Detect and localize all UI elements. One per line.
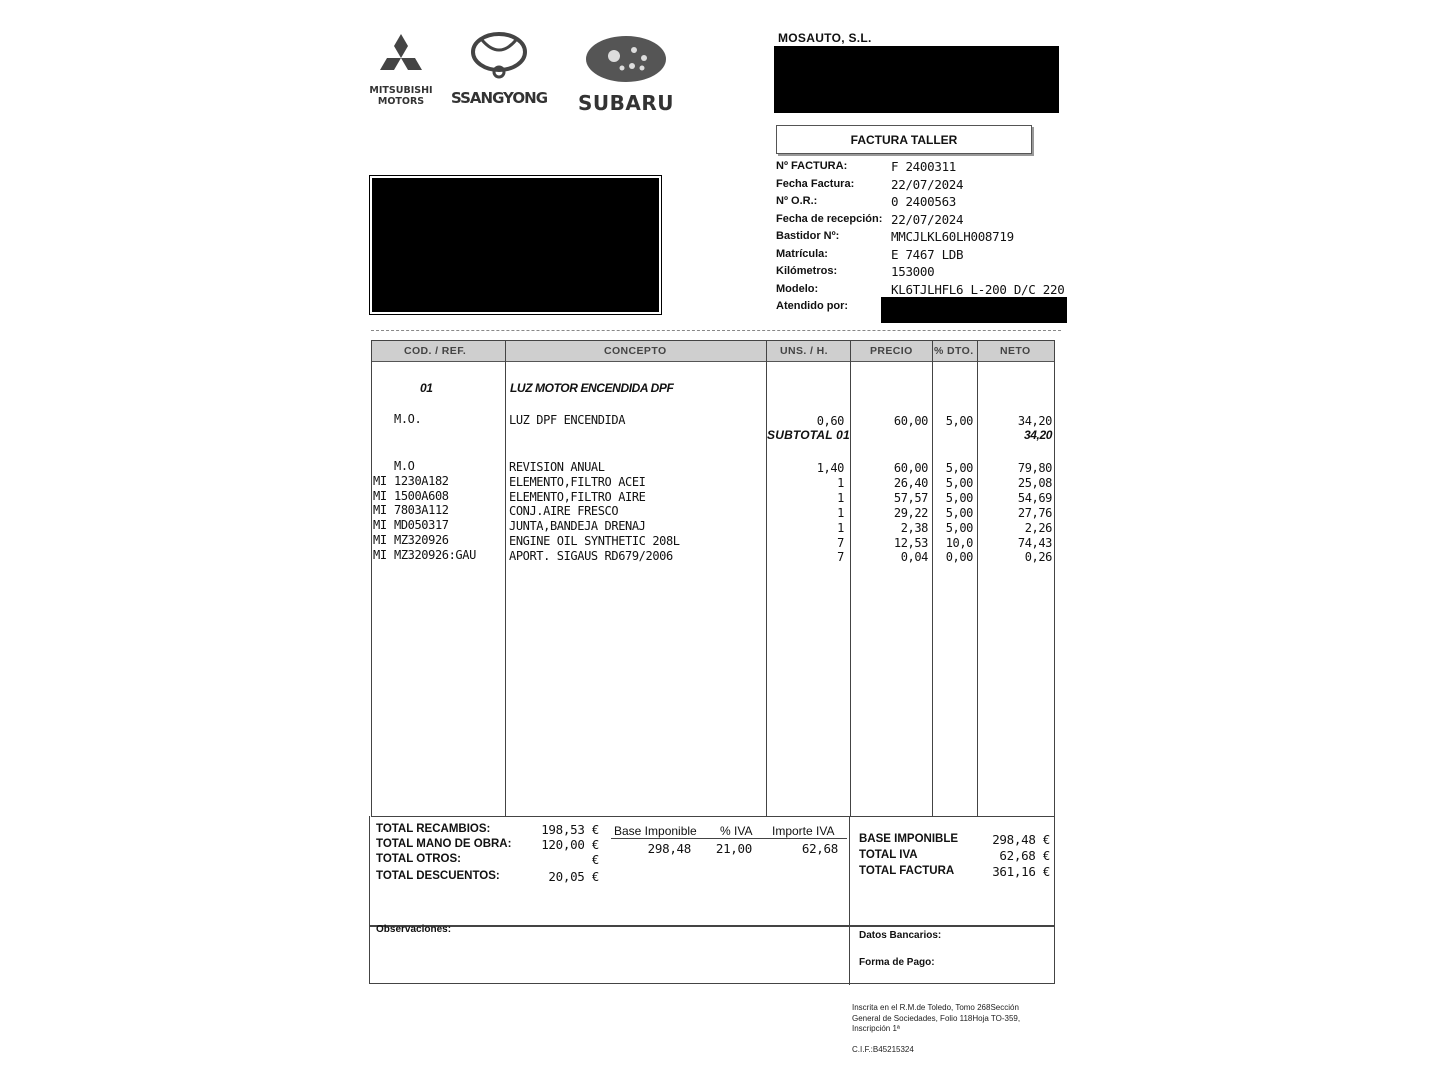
row-net: 74,43 xyxy=(1017,536,1052,550)
repair-order-value: 0 2400563 xyxy=(891,194,957,209)
row-net: 0,26 xyxy=(1024,550,1052,564)
ssangyong-text: SSANGYONG xyxy=(450,89,548,107)
row-price: 60,00 xyxy=(893,461,928,475)
vat-base-header: Base Imponible xyxy=(614,824,697,838)
first-line-units: 0,60 xyxy=(816,414,844,428)
row-prefix: MI xyxy=(373,518,387,532)
vat-pct-header: % IVA xyxy=(720,824,753,838)
invoice-title: FACTURA TALLER xyxy=(776,125,1032,154)
row-code: M.O xyxy=(394,459,415,473)
attended-by-label: Atendido por: xyxy=(776,300,849,312)
row-concept: ELEMENTO,FILTRO ACEI xyxy=(509,475,646,489)
summary-vat-value: 62,68 € xyxy=(999,848,1050,863)
header-concept: CONCEPTO xyxy=(604,345,667,357)
total-parts-value: 198,53 € xyxy=(541,822,599,837)
plate-value: E 7467 LDB xyxy=(891,247,964,262)
row-price: 2,38 xyxy=(900,521,928,535)
row-price: 57,57 xyxy=(893,491,928,505)
col-divider xyxy=(932,341,933,816)
section-title: LUZ MOTOR ENCENDIDA DPF xyxy=(510,381,674,395)
row-net: 27,76 xyxy=(1017,506,1052,520)
row-discount: 5,00 xyxy=(945,506,973,520)
subaru-logo xyxy=(564,34,688,115)
ssangyong-emblem-icon xyxy=(444,30,554,82)
invoice-number-value: F 2400311 xyxy=(891,159,957,174)
header-price: PRECIO xyxy=(870,345,913,357)
reception-date-value: 22/07/2024 xyxy=(891,212,964,227)
vat-amount-value: 62,68 xyxy=(801,841,838,856)
row-code: 1500A608 xyxy=(394,489,449,503)
col-divider xyxy=(977,341,978,816)
reception-date-label: Fecha de recepción: xyxy=(776,213,883,225)
header-discount: % DTO. xyxy=(934,345,974,357)
mitsubishi-text-line1: MITSUBISHI xyxy=(369,85,433,96)
row-prefix: MI xyxy=(373,474,387,488)
row-price: 26,40 xyxy=(893,476,928,490)
notes-box xyxy=(369,926,1055,984)
bank-details-label: Datos Bancarios: xyxy=(859,930,942,941)
subaru-text: SUBARU xyxy=(577,91,674,115)
repair-order-label: Nº O.R.: xyxy=(776,195,818,207)
row-units: 1 xyxy=(837,491,844,505)
registry-footer xyxy=(852,1003,1020,1035)
kilometers-label: Kilómetros: xyxy=(776,265,838,277)
row-code: MZ320926 xyxy=(394,533,449,547)
model-label: Modelo: xyxy=(776,283,819,295)
plate-label: Matrícula: xyxy=(776,248,828,260)
registry-line-3: Inscripción 1ª xyxy=(852,1024,900,1033)
registry-line-2: General de Sociedades, Folio 118Hoja TO-359, xyxy=(852,1013,1021,1023)
summary-base-value: 298,48 € xyxy=(992,832,1050,847)
total-labour-label: TOTAL MANO DE OBRA: xyxy=(376,838,512,850)
row-price: 29,22 xyxy=(893,506,928,520)
row-units: 1 xyxy=(837,521,844,535)
summary-total-label: TOTAL FACTURA xyxy=(859,865,955,877)
row-price: 0,04 xyxy=(900,550,928,564)
row-discount: 0,00 xyxy=(945,550,973,564)
subaru-stars-icon xyxy=(564,34,688,84)
row-discount: 5,00 xyxy=(945,461,973,475)
row-code: MD050317 xyxy=(394,518,449,532)
row-code: 7803A112 xyxy=(394,503,449,517)
row-units: 1,40 xyxy=(816,461,844,475)
first-line-concept: LUZ DPF ENCENDIDA xyxy=(509,413,626,427)
row-net: 79,80 xyxy=(1017,461,1052,475)
header-code: COD. / REF. xyxy=(404,345,467,357)
invoice-number-label: Nº FACTURA: xyxy=(776,160,848,172)
total-labour-value: 120,00 € xyxy=(541,837,599,852)
observations-label: Observaciones: xyxy=(376,924,452,935)
row-units: 7 xyxy=(837,550,844,564)
summary-vat-label: TOTAL IVA xyxy=(859,849,918,861)
subtotal-label: SUBTOTAL 01 xyxy=(767,428,850,442)
payment-method-label: Forma de Pago: xyxy=(859,957,935,968)
total-parts-label: TOTAL RECAMBIOS: xyxy=(376,823,491,835)
row-concept: ENGINE OIL SYNTHETIC 208L xyxy=(509,534,680,548)
first-line-discount: 5,00 xyxy=(945,414,973,428)
row-prefix: MI xyxy=(373,489,387,503)
header-units: UNS. / H. xyxy=(780,345,828,357)
row-price: 12,53 xyxy=(893,536,928,550)
redacted-client-block xyxy=(372,178,659,312)
mitsubishi-logo xyxy=(366,32,436,112)
mitsubishi-text-line2: MOTORS xyxy=(377,96,425,107)
col-divider xyxy=(850,341,851,816)
row-code: MZ320926:GAU xyxy=(394,548,476,562)
row-concept: JUNTA,BANDEJA DRENAJ xyxy=(509,519,646,533)
row-discount: 5,00 xyxy=(945,521,973,535)
mitsubishi-diamonds-icon xyxy=(366,32,436,82)
total-discounts-value: 20,05 € xyxy=(548,869,599,884)
summary-total-value: 361,16 € xyxy=(992,864,1050,879)
vat-header-underline xyxy=(611,838,847,839)
invoice-date-value: 22/07/2024 xyxy=(891,177,964,192)
row-discount: 5,00 xyxy=(945,491,973,505)
row-code: 1230A182 xyxy=(394,474,449,488)
redacted-attended-by xyxy=(881,297,1067,323)
chassis-value: MMCJLKL60LH008719 xyxy=(891,229,1014,244)
row-concept: ELEMENTO,FILTRO AIRE xyxy=(509,490,646,504)
first-line-price: 60,00 xyxy=(893,414,928,428)
vat-base-value: 298,48 xyxy=(647,841,691,856)
vat-amount-header: Importe IVA xyxy=(772,824,835,838)
row-concept: REVISION ANUAL xyxy=(509,460,605,474)
row-discount: 10,0 xyxy=(945,536,973,550)
subtotal-value: 34,20 xyxy=(1023,428,1052,442)
section-code: 01 xyxy=(420,381,433,395)
col-divider xyxy=(505,341,506,816)
col-divider xyxy=(766,341,767,816)
row-prefix: MI xyxy=(373,548,387,562)
row-net: 2,26 xyxy=(1024,521,1052,535)
first-line-net: 34,20 xyxy=(1017,414,1052,428)
vat-pct-value: 21,00 xyxy=(715,841,752,856)
row-units: 1 xyxy=(837,476,844,490)
row-units: 7 xyxy=(837,536,844,550)
total-other-label: TOTAL OTROS: xyxy=(376,853,461,865)
summary-base-label: BASE IMPONIBLE xyxy=(859,833,959,845)
line-items-table xyxy=(371,340,1055,817)
company-name: MOSAUTO, S.L. xyxy=(778,31,872,45)
divider xyxy=(371,330,1061,331)
kilometers-value: 153000 xyxy=(891,264,935,279)
row-units: 1 xyxy=(837,506,844,520)
registry-line-1: Inscrita en el R.M.de Toledo, Tomo 268Sección xyxy=(852,1003,1019,1012)
row-net: 25,08 xyxy=(1017,476,1052,490)
row-net: 54,69 xyxy=(1017,491,1052,505)
row-prefix: MI xyxy=(373,503,387,517)
chassis-label: Bastidor Nº: xyxy=(776,230,840,242)
total-discounts-label: TOTAL DESCUENTOS: xyxy=(376,870,500,882)
model-value: KL6TJLHFL6 L-200 D/C 220 xyxy=(891,282,1065,297)
tax-id: C.I.F.:B45215324 xyxy=(852,1045,914,1054)
first-line-code: M.O. xyxy=(394,412,422,426)
redacted-company-address xyxy=(774,46,1059,113)
row-prefix: MI xyxy=(373,533,387,547)
ssangyong-logo xyxy=(444,30,554,110)
header-net: NETO xyxy=(1000,345,1031,357)
row-concept: APORT. SIGAUS RD679/2006 xyxy=(509,549,673,563)
row-concept: CONJ.AIRE FRESCO xyxy=(509,504,619,518)
total-other-value: € xyxy=(591,852,599,867)
row-discount: 5,00 xyxy=(945,476,973,490)
invoice-date-label: Fecha Factura: xyxy=(776,178,855,190)
